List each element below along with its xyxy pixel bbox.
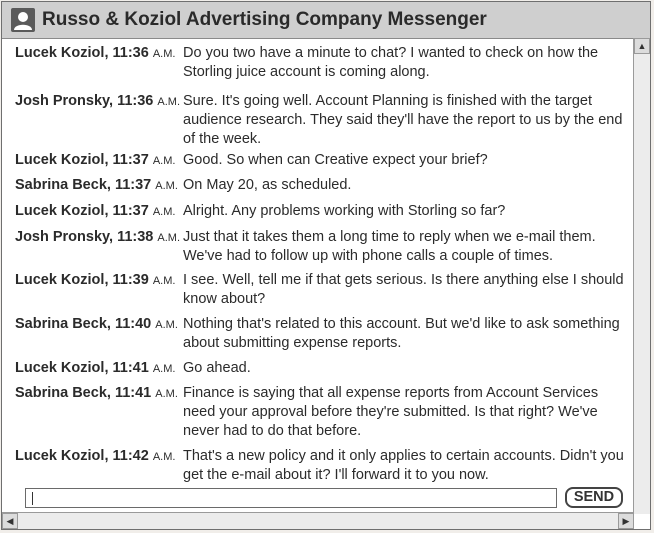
timestamp: , 11:41 (104, 360, 153, 376)
message-text: Nothing that's related to this account. But we'd like to ask something about submitting expense reports. (183, 316, 620, 351)
message-text: That's a new policy and it only applies to certain accounts. Didn't you get the e-mail about it? I'll forward it to you now. (183, 448, 624, 483)
sender-name: Sabrina Beck (15, 385, 107, 401)
sender (15, 151, 183, 171)
sender-name: Lucek Koziol (15, 360, 105, 376)
timestamp: , 11:37 (104, 152, 153, 168)
am-pm: A.M. (152, 48, 176, 60)
sender (15, 359, 183, 379)
timestamp: , 11:38 (109, 229, 158, 245)
horizontal-scrollbar[interactable] (2, 512, 634, 529)
send-button[interactable]: SEND (565, 487, 623, 508)
timestamp: , 11:40 (106, 316, 156, 332)
composer (2, 482, 634, 512)
sender-name: Josh Pronsky (15, 93, 110, 109)
am-pm: A.M. (152, 206, 176, 218)
sender (15, 447, 183, 467)
message-text: Good. So when can Creative expect your brief? (183, 152, 488, 168)
message-text: On May 20, as scheduled. (183, 177, 352, 193)
user-icon (11, 8, 35, 32)
sender (15, 384, 183, 404)
message-text: Do you two have a minute to chat? I wanted to check on how the Storling juice account is coming along. (183, 45, 599, 80)
sender (15, 92, 183, 112)
sender (15, 176, 183, 196)
title-bar (2, 2, 650, 39)
message-text: Sure. It's going well. Account Planning is finished with the target audience research. They said they'll have the report to us by the end of the week. (183, 93, 623, 147)
sender-name: Sabrina Beck (15, 177, 107, 193)
am-pm: A.M. (152, 451, 176, 463)
am-pm: A.M. (152, 363, 176, 375)
timestamp: , 11:37 (106, 177, 156, 193)
timestamp: , 11:41 (106, 385, 156, 401)
sender (15, 228, 183, 248)
am-pm: A.M. (157, 96, 181, 108)
timestamp: , 11:42 (104, 448, 153, 464)
am-pm: A.M. (155, 388, 178, 400)
scroll-right-icon[interactable]: ▶ (618, 513, 634, 529)
message-text: Finance is saying that all expense reports from Account Services need your approval before they're submitted. Is that right? We've never had to do that before. (183, 385, 599, 439)
sender-name: Lucek Koziol (15, 203, 105, 219)
timestamp: , 11:39 (104, 272, 153, 288)
timestamp: , 11:36 (109, 93, 158, 109)
am-pm: A.M. (155, 319, 178, 331)
am-pm: A.M. (152, 155, 176, 167)
sender-name: Lucek Koziol (15, 272, 105, 288)
message-list (2, 38, 634, 483)
vertical-scrollbar[interactable] (633, 38, 650, 514)
sender (15, 315, 183, 335)
sender (15, 271, 183, 291)
messenger-window (1, 1, 651, 530)
am-pm: A.M. (155, 180, 178, 192)
scroll-up-icon[interactable]: ▲ (634, 38, 650, 54)
timestamp: , 11:37 (104, 203, 153, 219)
am-pm: A.M. (157, 232, 181, 244)
message-text: Alright. Any problems working with Storling so far? (183, 203, 506, 219)
scroll-left-icon[interactable]: ◀ (2, 513, 18, 529)
sender-name: Lucek Koziol (15, 448, 105, 464)
sender (15, 44, 183, 64)
sender-name: Lucek Koziol (15, 45, 105, 61)
sender-name: Sabrina Beck (15, 316, 107, 332)
sender (15, 202, 183, 222)
window-title: Russo & Koziol Advertising Company Messenger (42, 9, 487, 30)
message-input[interactable] (25, 488, 557, 508)
am-pm: A.M. (152, 275, 176, 287)
message-text: I see. Well, tell me if that gets serious. Is there anything else I should know about? (183, 272, 624, 307)
message-text: Just that it takes them a long time to reply when we e-mail them. We've had to follow up with phone calls a couple of times. (183, 229, 596, 264)
text-caret (32, 492, 33, 505)
sender-name: Lucek Koziol (15, 152, 105, 168)
message-text: Go ahead. (183, 360, 251, 376)
timestamp: , 11:36 (104, 45, 153, 61)
sender-name: Josh Pronsky (15, 229, 110, 245)
